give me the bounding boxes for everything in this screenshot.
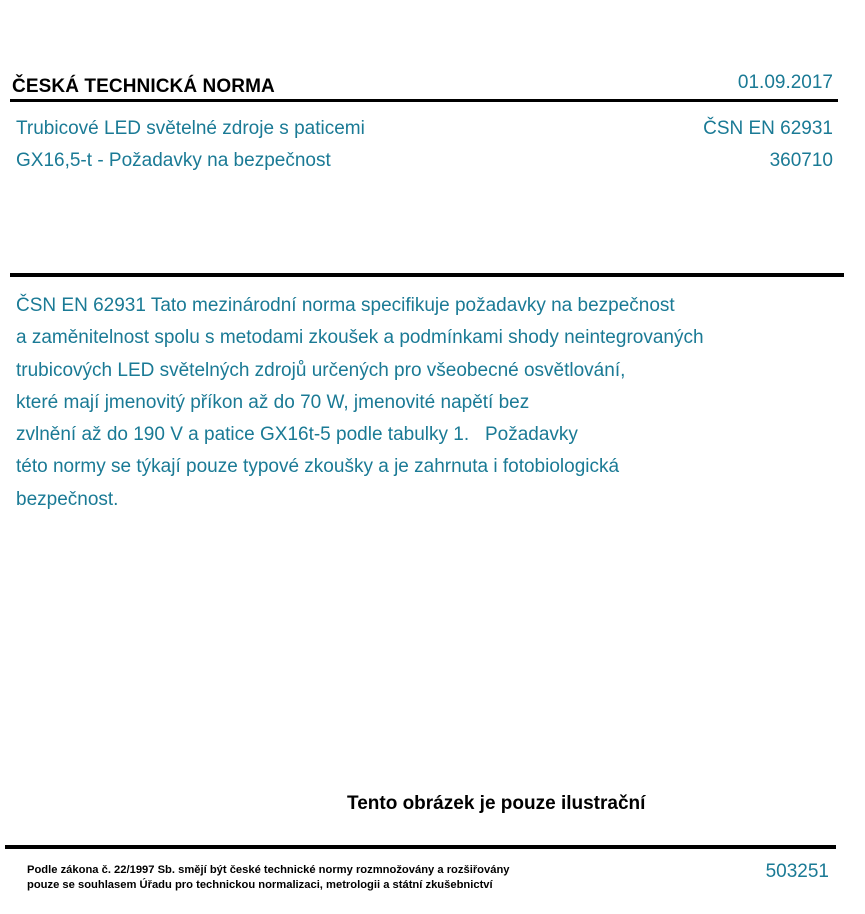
footer-legal-notice: [27, 863, 510, 893]
standard-code: ČSN EN 62931: [703, 118, 833, 139]
abstract-line: trubicových LED světelných zdrojů určených pro všeobecné osvětlování,: [16, 359, 626, 381]
abstract-line: této normy se týkají pouze typové zkoušky a je zahrnuta i fotobiologická: [16, 456, 620, 478]
footer-divider: [5, 845, 836, 849]
document-title-line-2: GX16,5-t - Požadavky na bezpečnost: [16, 150, 331, 171]
footer-legal-line-2: pouze se souhlasem Úřadu pro technickou normalizaci, metrologii a státní zkušebnictví: [27, 879, 493, 891]
abstract-line: bezpečnost.: [16, 488, 119, 510]
abstract-line: a zaměnitelnost spolu s metodami zkoušek a podmínkami shody neintegrovaných: [16, 327, 704, 349]
abstract-line: ČSN EN 62931 Tato mezinárodní norma specifikuje požadavky na bezpečnost: [16, 295, 675, 316]
abstract-line: zvlnění až do 190 V a patice GX16t-5 podle tabulky 1. Požadavky: [16, 424, 578, 446]
illustration-note: Tento obrázek je pouze ilustrační: [347, 793, 646, 814]
title-divider: [10, 273, 844, 277]
page-header-title: ČESKÁ TECHNICKÁ NORMA: [12, 76, 275, 97]
order-number: 503251: [765, 861, 829, 882]
publication-date: 01.09.2017: [737, 72, 833, 93]
document-title-line-1: Trubicové LED světelné zdroje s paticemi: [16, 118, 365, 139]
abstract-text: [16, 290, 836, 516]
class-number: 360710: [769, 150, 833, 171]
header-divider: [10, 99, 838, 102]
abstract-line: které mají jmenovitý příkon až do 70 W, jmenovité napětí bez: [16, 391, 530, 413]
footer-legal-line-1: Podle zákona č. 22/1997 Sb. smějí být české technické normy rozmnožovány a rozšiřovány: [27, 864, 510, 876]
